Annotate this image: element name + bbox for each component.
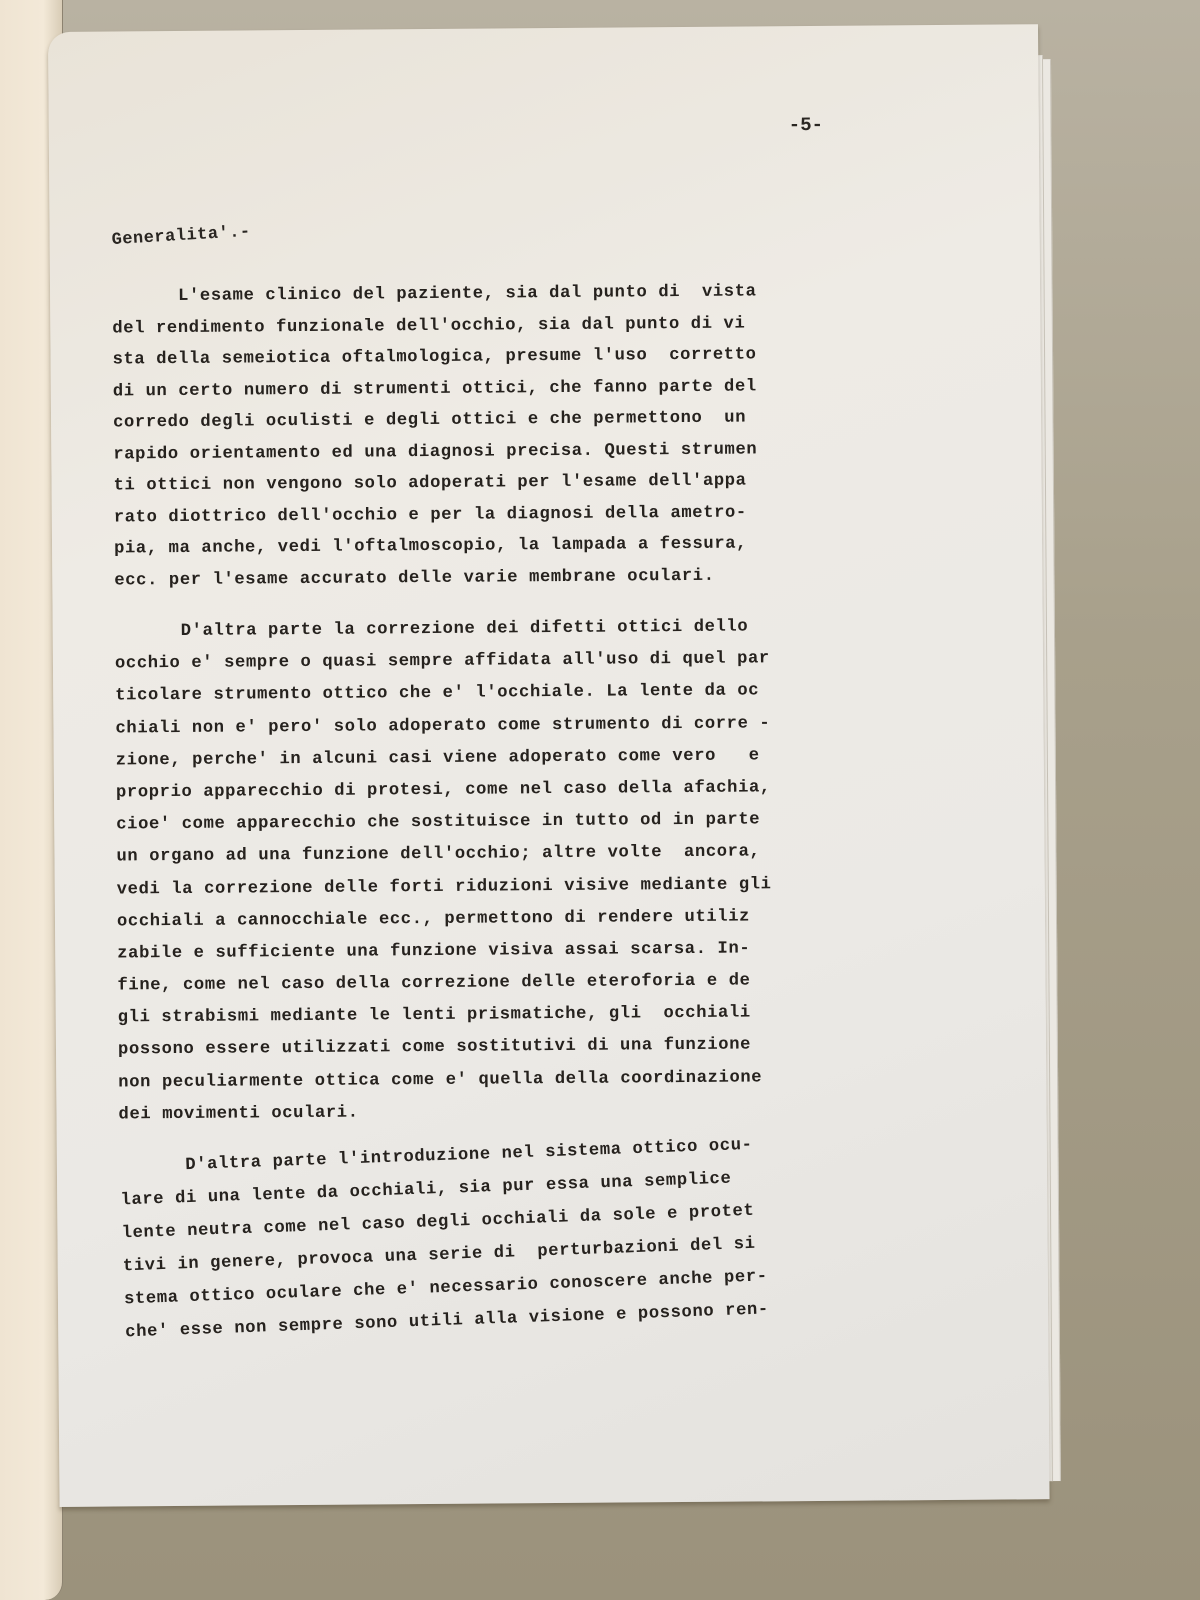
text-line: fine, come nel caso della correzione delle eteroforia e de — [117, 971, 751, 996]
text-line: D'altra parte la correzione dei difetti ottici dello — [180, 617, 749, 641]
text-line: lente neutra come nel caso degli occhiali da sole e protet — [121, 1201, 755, 1244]
text-line: sta della semeiotica oftalmologica, presume l'uso corretto — [112, 345, 757, 370]
text-line: zione, perche' in alcuni casi viene adoperato come vero e — [115, 746, 760, 771]
text-line: del rendimento funzionale dell'occhio, sia dal punto di vi — [112, 314, 746, 339]
text-line: D'altra parte l'introduzione nel sistema ottico ocu- — [185, 1135, 753, 1176]
text-line: non peculiarmente ottica come e' quella della coordinazione — [118, 1068, 763, 1093]
text-line: occhio e' sempre o quasi sempre affidata all'uso di quel par — [114, 649, 770, 674]
text-line: proprio apparecchio di protesi, come nel caso della afachia, — [115, 778, 771, 803]
text-line: corredo degli oculisti e degli ottici e che permettono un — [112, 408, 747, 433]
text-line: che' esse non sempre sono utili alla visione e possono ren- — [124, 1300, 770, 1343]
text-line: vedi la correzione delle forti riduzioni visive mediante gli — [116, 874, 772, 899]
text-line: di un certo numero di strumenti ottici, che fanno parte del — [112, 376, 757, 402]
paragraph-1 — [112, 276, 874, 597]
document-page — [48, 24, 1050, 1507]
text-line: L'esame clinico del paziente, sia dal punto di vista — [178, 282, 757, 306]
text-line: stema ottico oculare che e' necessario conoscere anche per- — [123, 1267, 768, 1310]
text-line: chiali non e' pero' solo adoperato come strumento di corre - — [115, 713, 771, 739]
text-line: occhiali a cannocchiale ecc., permettono di rendere utiliz — [116, 907, 751, 932]
section-heading: Generalita'.- — [111, 222, 252, 251]
text-line: pia, ma anche, vedi l'oftalmoscopio, la lampada a fessura, — [113, 534, 748, 559]
page-number: -5- — [788, 113, 824, 137]
text-line: ti ottici non vengono solo adoperati per l'esame dell'appa — [113, 471, 747, 496]
text-line: tivi in genere, provoca una serie di perturbazioni del si — [122, 1234, 756, 1277]
text-line: ecc. per l'esame accurato delle varie membrane oculari. — [114, 566, 715, 590]
text-line: possono essere utilizzati come sostitutivi di una funzione — [117, 1035, 752, 1060]
text-line: zabile e sufficiente una funzione visiva assai scarsa. In- — [117, 939, 751, 964]
text-line: ticolare strumento ottico che e' l'occhiale. La lente da oc — [115, 681, 760, 706]
text-line: cioe' come apparecchio che sostituisce in tutto od in parte — [116, 810, 761, 835]
text-line: dei movimenti oculari. — [118, 1103, 359, 1125]
text-line: rapido orientamento ed una diagnosi precisa. Questi strumen — [113, 439, 758, 464]
text-line: rato diottrico dell'occhio e per la diagnosi della ametro- — [113, 503, 747, 527]
paragraph-2 — [115, 611, 879, 1132]
body-text — [112, 276, 881, 1370]
text-line: un organo ad una funzione dell'occhio; altre volte ancora, — [116, 842, 761, 867]
text-line: lare di una lente da occhiali, sia pur essa una semplice — [120, 1169, 732, 1211]
text-line: gli strabismi mediante le lenti prismatiche, gli occhiali — [117, 1003, 751, 1028]
paragraph-3 — [119, 1124, 886, 1349]
